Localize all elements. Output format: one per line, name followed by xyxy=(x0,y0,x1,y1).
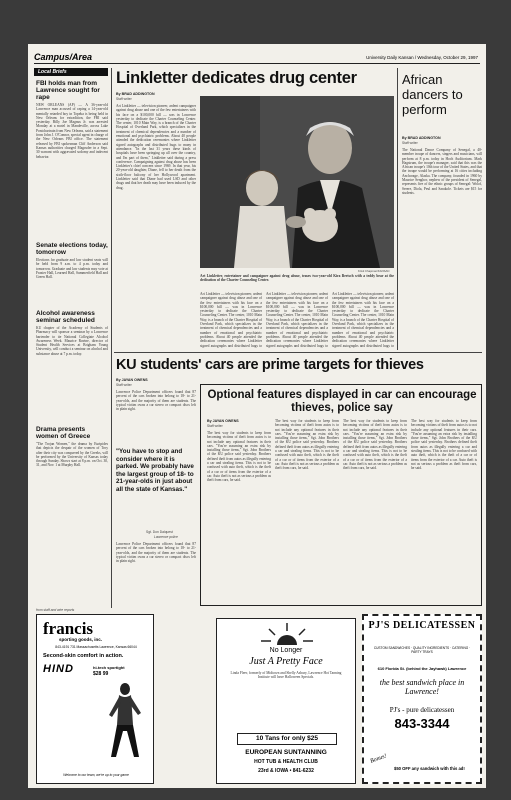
francis-ad xyxy=(36,614,154,784)
section-title: Campus/Area xyxy=(34,52,93,62)
francis-sub: sporting goods, inc. xyxy=(59,637,102,642)
linkletter-photo xyxy=(200,96,394,268)
optional-byline: By JAYAN OWENS xyxy=(207,419,239,423)
francis-product: hi-tech sportight xyxy=(93,665,125,670)
francis-body xyxy=(43,681,99,761)
linkletter-body-col2: Art Linkletter — television pioneer, ardent campaigner against drug abuse and one of the few entertainers with his face on a $100,000 bill — was in Lawrence yesterday to dedicate the Charter Counseling Center. The center, 1010 Main Way, is a branch of the Charter Hospital of Overland Park, which specializes in the treatment of chemical dependencies and a number of emotional and psychiatric problems. About 40 people attended the dedication ceremonies where Linkletter signed autographs and distributed hugs to xyxy=(200,292,262,348)
dateline: University Daily Kansan / Wednesday, October 29, 1997 xyxy=(366,55,478,60)
tanning-head1: No Longer xyxy=(269,647,303,654)
pullquote-attribution-title: Lawrence police xyxy=(154,535,178,539)
optional-body-col4: The best way for students to keep from becoming victims of theft from autos is to not include any optional features in their cars. "You're assuming an extra risk by installing those items," Sgt. John Brothers of the KU police said yesterday. Brothers defined theft from autos as illegally entering a car and stealing items. This is not to be confused with auto theft, which is the theft of a car or of items from the exterior of a car. Auto theft is not as serious a problem as theft from cars, he said. xyxy=(411,419,477,471)
pjs-address: 610 Florida St. (behind the Jayhawk) Lawrence xyxy=(377,666,467,671)
linkletter-body-col1: Art Linkletter — television pioneer, ardent campaigner against drug abuse and one of the few entertainers with his face on a $100,000 bill — was in Lawrence yesterday to dedicate the Charter Counseling Center. The center, 1010 Main Way, is a branch of the Charter Hospital of Overland Park, which specializes in the treatment of chemical dependencies and a number of emotional and psychiatric problems. About 40 people attended the dedication ceremonies where Linkletter signed autographs and distributed hugs to many in attendance. "In the last 31 years these kinds of hospitals have been springing up all over the country, and I'm part of them," Linkletter said during a press conference. Campaigning against drug abuse has been Linkletter's chief concern since 1969. In that year, his 20-year-old daughter, Diane, fell to her death from the sixth-floor balcony of her Hollywood apartment. Linkletter said that Diane had used LSD and other drugs and that her death may have been induced by the drug. xyxy=(116,104,196,190)
tanning-addr: 23rd & IOWA • 841-6232 xyxy=(258,768,314,774)
african-role: Staff writer xyxy=(402,141,418,145)
brief-fbi-headline: FBI holds man from Lawrence sought for rape xyxy=(36,80,100,101)
brief-alcohol-headline: Alcohol awareness seminar scheduled xyxy=(36,310,95,324)
briefs-caption: from staff and wire reports xyxy=(36,608,75,612)
photo-caption: Art Linkletter, entertainer and campaigner against drug abuse, teases two-year-old Kira Bertsch with a teddy bear at the dedication of the Charter Counseling Center. xyxy=(200,274,394,283)
pullquote-attribution: Sgt. Don Dalquest xyxy=(146,530,173,534)
sidebar-box xyxy=(200,384,482,606)
tanning-body: Linda Fleer, formerly of Midtown and Shelly Asbury, Lawrence Hot Tanning Institute will have Halloween Specials. xyxy=(230,671,342,680)
page-header xyxy=(34,50,480,64)
brief-drama-headline: Drama presents women of Greece xyxy=(36,426,91,440)
kusec-pullquote: "You have to stop and consider where it is parked. We probably have the largest group of 18- to 21-year-olds in just about all the state of Kansas." xyxy=(116,448,194,493)
tanning-name: EUROPEAN SUNTANNING xyxy=(245,749,327,756)
optional-body-col2: The best way for students to keep from becoming victims of theft from autos is to not include any optional features in their cars. "You're assuming an extra risk by installing those items," Sgt. John Brothers of the KU police said yesterday. Brothers defined theft from autos as illegally entering a car and stealing items. This is not to be confused with auto theft, which is the theft of a car or of items from the exterior of a car. Auto theft is not as serious a problem as theft from cars, he said. xyxy=(275,419,339,471)
brief-drama xyxy=(36,426,108,528)
kusec-role: Staff writer xyxy=(116,383,132,387)
kusec-byline: By JAYAN OWENS xyxy=(116,378,148,382)
francis-title: francis xyxy=(43,619,94,638)
kusec-headline: KU students' cars are prime targets for thieves xyxy=(116,357,424,373)
brief-senate-headline: Senate elections today, tomorrow xyxy=(36,242,108,256)
linkletter-body-col4: Art Linkletter — television pioneer, ardent campaigner against drug abuse and one of the few entertainers with his face on a $100,000 bill — was in Lawrence yesterday to dedicate the Charter Counseling Center. The center, 1010 Main Way, is a branch of the Charter Hospital of Overland Park, which specializes in the treatment of chemical dependencies and a number of emotional and psychiatric problems. About 40 people attended the dedication ceremonies where Linkletter signed autographs and distributed hugs to xyxy=(332,292,394,348)
tanning-sub: HOT TUB & HEALTH CLUB xyxy=(254,759,318,765)
linkletter-byline: By BRAD ADDINGTON xyxy=(116,92,155,96)
pjs-bonus: Bonus! xyxy=(369,753,388,765)
local-briefs-tab: Local Briefs xyxy=(34,68,108,76)
brief-fbi xyxy=(36,80,108,217)
column-rule-right xyxy=(397,68,398,350)
pjs-title: PJ'S DELICATESSEN xyxy=(368,620,476,631)
brief-senate-body: Elections for graduate and law student seats will be held from 9 a.m. to 4 p.m. today and tomorrow. Graduate and law students may vote at Frazier Hall, Learned Hall, Summerfield Hall and Green Hall. xyxy=(36,258,108,280)
optional-role: Staff writer xyxy=(207,424,223,428)
optional-body-col1: The best way for students to keep from becoming victims of theft from autos is to not include any optional features in their cars. "You're assuming an extra risk by installing those items," Sgt. John Brothers of the KU police said yesterday. Brothers defined theft from autos as illegally entering a car and stealing items. This is not to be confused with auto theft, which is the theft of a car or of items from the exterior of a car. Auto theft is not as serious a problem as theft from cars, he said. xyxy=(207,431,271,483)
brief-senate xyxy=(36,242,108,306)
pjs-tag: PJ's - pure delicatessen xyxy=(389,706,455,714)
story-divider xyxy=(114,352,482,353)
hind-logo: HIND xyxy=(43,663,74,675)
pjs-offer: $50 OFF any sandwich with this ad! xyxy=(394,766,465,771)
pjs-phone: 843-3344 xyxy=(394,716,450,731)
pjs-best: the best sandwich place in Lawrence! xyxy=(379,678,465,696)
francis-footer: Welcome to our team, we're up to your game xyxy=(63,773,129,777)
francis-promo: Second-skin comfort in action. xyxy=(43,653,124,659)
brief-alcohol xyxy=(36,310,108,412)
pjs-ad xyxy=(362,614,482,784)
photo-credit: Kristi Chapman/KANSAN xyxy=(358,269,390,273)
photo-illustration xyxy=(200,96,394,268)
column-rule xyxy=(111,68,112,608)
runner-figure xyxy=(103,681,147,761)
optional-body-col3: The best way for students to keep from becoming victims of theft from autos is to not include any optional features in their cars. "You're assuming an extra risk by installing those items," Sgt. John Brothers of the KU police said yesterday. Brothers defined theft from autos as illegally entering a car and stealing items. This is not to be confused with auto theft, which is the theft of a car or of items from the exterior of a car. Auto theft is not as serious a problem as theft from cars, he said. xyxy=(343,419,407,471)
linkletter-body-col3: Art Linkletter — television pioneer, ardent campaigner against drug abuse and one of the few entertainers with his face on a $100,000 bill — was in Lawrence yesterday to dedicate the Charter Counseling Center. The center, 1010 Main Way, is a branch of the Charter Hospital of Overland Park, which specializes in the treatment of chemical dependencies and a number of emotional and psychiatric problems. About 40 people attended the dedication ceremonies where Linkletter signed autographs and distributed hugs to xyxy=(266,292,328,348)
francis-price: $28 99 xyxy=(93,671,109,677)
brief-alcohol-body: KU chapter of the Academy of Students of Pharmacy will sponsor a seminar by a Lawrence bartender to tie National Collegiate Alcohol Awareness Week. Maurice Ravine, director of Student Health Services at Brigham Young University, will conduct a seminar on alcohol and substance abuse at 7 p.m. today. xyxy=(36,326,108,356)
newspaper-page xyxy=(28,44,486,788)
francis-phone: 843-4191 731 Massachusetts Lawrence, Kansas 66044 xyxy=(55,645,137,649)
kusec-body-cont: Lawrence Police Department officers found that 87 percent of the cars broken into belong to 18- to 21-year-olds, and the majority of them are students. The typical victim owns a car stereo or compact discs left in plain sight. xyxy=(116,542,196,564)
tanning-head2: Just A Pretty Face xyxy=(249,656,323,667)
linkletter-headline: Linkletter dedicates drug center xyxy=(116,69,357,87)
tanning-price: 10 Tans for only $25 xyxy=(237,733,337,745)
sun-icon xyxy=(257,621,317,645)
brief-drama-body: "The Trojan Women," the drama by Euripides that depicts the despair of the women of Troy after their city was conquered by the Greeks, will be performed by the University of Kansas today through Sunday. Shows start at 8 p.m. on Oct. 30, 31, and Nov. 1 at Murphy Hall. xyxy=(36,442,108,468)
tanning-ad xyxy=(216,618,356,784)
brief-fbi-body: NEW ORLEANS (AP) — A 36-year-old Lawrence man accused of raping a 14-year-old mentally retarded boy in Topeka is being held in New Orleans for extradition, the FBI said yesterday. Billy Joe Magnus Jr. was arrested Monday at a motel in Mandeville, across Lake Pontchartrain from New Orleans, said a statement from John J. O'Connor, special agent in charge of the New Orleans FBI office. The statement released by FBI spokesman Cliff Anderson said Kansas authorities charged Magruder in a Sept. 30 warrant with aggravated sodomy and indecent behavior. xyxy=(36,103,108,159)
linkletter-role: Staff writer xyxy=(116,97,132,101)
african-byline: By BRAD ADDINGTON xyxy=(402,136,441,140)
kusec-body: Lawrence Police Department officers found that 87 percent of the cars broken into belong to 18- to 21-year-olds, and the majority of them are students. The typical victim owns a car stereo or compact discs left in plain sight. xyxy=(116,390,196,412)
optional-headline: Optional features displayed in car can encourage thieves, police say xyxy=(207,389,477,414)
pjs-sub: CUSTOM SANDWICHES · QUALITY INGREDIENTS · CATERING · PARTY TRAYS xyxy=(373,646,471,654)
african-headline: African dancers to perform xyxy=(402,72,463,117)
african-body: The National Dance Company of Senegal, a 40-member troupe of dancers, singers and musicians, will perform at 8 p.m. today in Hoch Auditorium. Mark Hagstrum, the troupe's manager, said that this was the African troupe's 10th tour of the United States, and that the troupe would be performing at 16 cities including Anchorage, Alaska. The company, founded in 1960 by Maurice Senghor, nephew of the president of Senegal, represents five of the ethnic groups of Senegal: Wolof, Serere, Diola, Peul and Sarakole. Tickets are $15 for students. xyxy=(402,148,482,195)
